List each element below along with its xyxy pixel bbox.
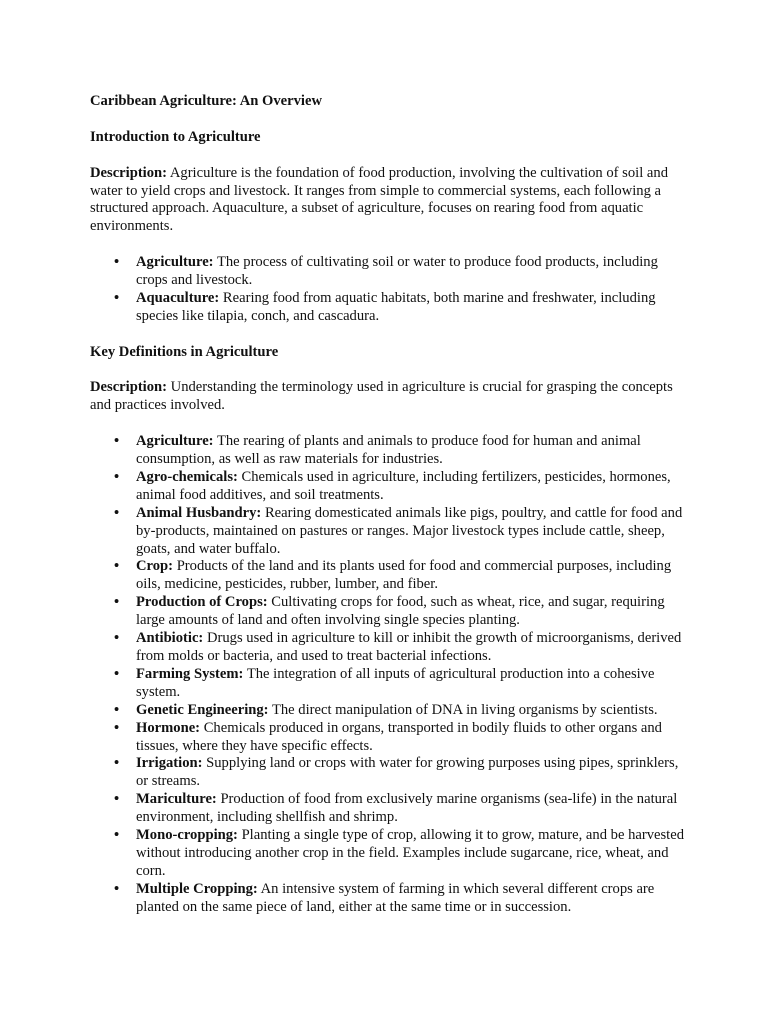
list-item [114,433,690,469]
list-item [114,827,690,881]
list-item-text: Rearing domesticated animals like pigs, poultry, and cattle for food and by-products, maintained on pastures or ranges. Major livestock types include cattle, sheep, goats, and water buffalo. [136,504,683,557]
list-item-text: Products of the land and its plants used for food and commercial purposes, including oils, medicine, pesticides, rubber, lumber, and fiber. [136,558,672,593]
bullet-icon: • [114,755,120,772]
list-item [114,701,690,720]
list-item-term: Irrigation: [136,755,203,772]
list-item-term: Agriculture: [136,433,214,450]
list-item-term: Hormone: [136,719,201,736]
list-item-text: The process of cultivating soil or water to produce food products, including crops and livestock. [136,254,658,289]
list-item [114,468,690,505]
list-item-term: Mono-cropping: [136,827,238,844]
list-item-term: Production of Crops: [136,594,268,611]
bullet-icon: • [114,594,120,611]
list-item [114,719,690,756]
list-item [114,665,690,702]
document-title: Caribbean Agriculture: An Overview [90,93,322,109]
list-item-term: Farming System: [136,665,244,682]
bullet-icon: • [114,468,120,485]
list-item [114,254,690,290]
list-item-term: Agro-chemicals: [136,468,238,485]
list-item-term: Antibiotic: [136,630,204,647]
list-item [114,755,690,791]
list-item [114,630,690,666]
description-text: Understanding the terminology used in agriculture is crucial for grasping the concepts and practices involved. [90,379,673,414]
list-item-term: Aquaculture: [136,289,220,306]
list-item-term: Animal Husbandry: [136,504,262,521]
section-heading: Introduction to Agriculture [90,128,261,145]
list-item-term: Agriculture: [136,254,214,271]
bullet-icon: • [114,504,120,521]
bullet-icon: • [114,827,120,844]
list-item-text: Chemicals produced in organs, transported in bodily fluids to other organs and tissues, where they have specific effects. [136,719,662,754]
list-item-text: Cultivating crops for food, such as wheat, rice, and sugar, requiring large amounts of land and often involving single species planting. [136,594,665,629]
document-body [90,129,690,917]
list-item-text: Planting a single type of crop, allowing it to grow, mature, and be harvested without introducing another crop in the field. Examples include sugarcane, rice, wheat, and corn. [136,827,684,879]
list-item-text: Production of food from exclusively marine organisms (sea-life) in the natural environment, including shellfish and shrimp. [136,791,678,826]
section-description [90,379,690,415]
section-heading: Key Definitions in Agriculture [90,343,279,360]
bullet-icon: • [114,289,120,306]
list-item [114,504,690,559]
bullet-icon: • [114,665,120,682]
list-item-text: The integration of all inputs of agricultural production into a cohesive system. [136,665,655,700]
list-item-term: Crop: [136,558,174,575]
description-label: Description: [90,379,168,396]
list-item-text: The direct manipulation of DNA in living organisms by scientists. [271,701,658,718]
list-item [114,791,690,827]
list-item-text: An intensive system of farming in which several different crops are planted on the same piece of land, either at the same time or in succession. [136,880,655,915]
section-description [90,165,690,237]
definition-list [90,254,690,326]
description-text: Agriculture is the foundation of food production, involving the cultivation of soil and water to yield crops and livestock. It ranges from simple to commercial systems, each following a structured approach. Aquaculture, a subset of agriculture, focuses on rearing food from aquatic environments. [90,164,668,235]
list-item [114,289,690,326]
list-item-term: Mariculture: [136,791,217,808]
document-page [90,93,690,934]
bullet-icon: • [114,433,120,450]
list-item [114,594,690,630]
definition-list [90,433,690,916]
list-item-text: The rearing of plants and animals to produce food for human and animal consumption, as well as raw materials for industries. [136,433,641,468]
list-item-text: Chemicals used in agriculture, including fertilizers, pesticides, hormones, animal food additives, and soil treatments. [136,468,671,503]
list-item-term: Genetic Engineering: [136,701,269,718]
description-label: Description: [90,164,168,181]
list-item-text: Supplying land or crops with water for growing purposes using pipes, sprinklers, or streams. [136,755,679,790]
list-item-term: Multiple Cropping: [136,880,258,897]
bullet-icon: • [114,791,120,808]
list-item-text: Rearing food from aquatic habitats, both marine and freshwater, including species like tilapia, conch, and cascadura. [136,289,656,324]
bullet-icon: • [114,880,120,897]
bullet-icon: • [114,701,120,718]
bullet-icon: • [114,254,120,271]
bullet-icon: • [114,630,120,647]
list-item-text: Drugs used in agriculture to kill or inhibit the growth of microorganisms, derived from molds or bacteria, and used to treat bacterial infections. [136,630,682,664]
bullet-icon: • [114,719,120,736]
list-item [114,880,690,917]
bullet-icon: • [114,558,120,575]
list-item [114,558,690,594]
